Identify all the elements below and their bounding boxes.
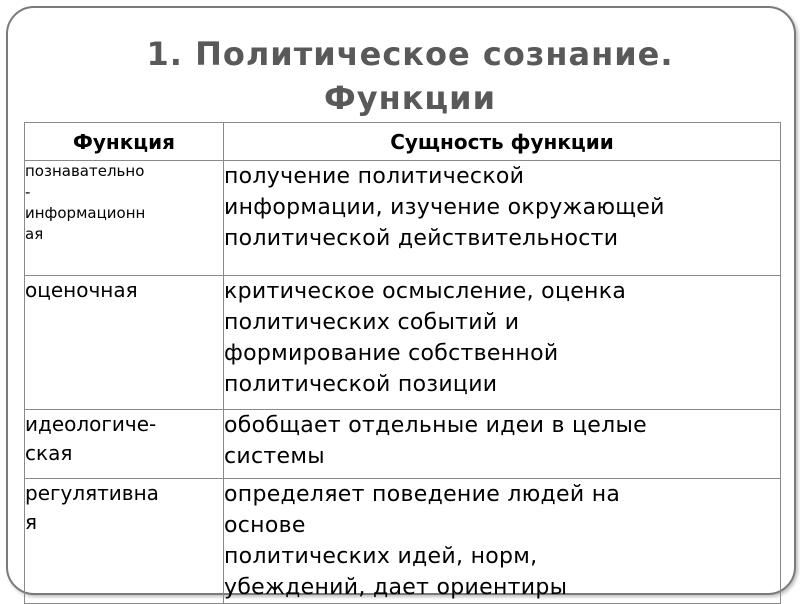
- function-name-line: я: [25, 510, 38, 534]
- function-description-cell: [224, 276, 781, 410]
- description-line: основе: [224, 513, 306, 538]
- description-line: политической позиции: [224, 372, 498, 397]
- function-name-cell: [25, 479, 224, 604]
- description-line: информации, изучение окружающей: [224, 195, 665, 220]
- description-line: обобщает отдельные идеи в целые: [224, 413, 648, 438]
- slide-title: [60, 32, 760, 120]
- table-row: [25, 276, 781, 410]
- description-line: убеждений, дает ориентиры: [224, 575, 568, 600]
- table-header-row: [25, 123, 781, 161]
- table-row: [25, 410, 781, 479]
- table-row: [25, 161, 781, 276]
- table-row: [25, 479, 781, 604]
- function-name-line: оценочная: [25, 278, 138, 302]
- function-description-cell: [224, 479, 781, 604]
- function-name-line: ская: [25, 441, 73, 465]
- function-name-cell: [25, 276, 224, 410]
- description-line: политических идей, норм,: [224, 544, 538, 569]
- description-line: формирование собственной: [224, 341, 559, 366]
- description-line: системы: [224, 444, 325, 469]
- function-name-line: идеологиче-: [25, 412, 157, 436]
- functions-table: [24, 122, 781, 604]
- header-essence: Сущность функции: [224, 123, 781, 161]
- header-function: Функция: [25, 123, 224, 161]
- function-name-line: -: [25, 183, 31, 201]
- function-name-line: информационн: [25, 204, 146, 222]
- description-line: политической действительности: [224, 226, 619, 251]
- title-line-1: 1. Политическое сознание.: [146, 35, 674, 73]
- function-description-cell: [224, 410, 781, 479]
- function-name-cell: [25, 161, 224, 276]
- description-line: определяет поведение людей на: [224, 482, 621, 507]
- function-name-cell: [25, 410, 224, 479]
- function-name-line: познавательно: [25, 162, 145, 180]
- description-line: получение политической: [224, 164, 525, 189]
- function-description-cell: [224, 161, 781, 276]
- function-name-line: ая: [25, 225, 44, 243]
- function-name-line: регулятивна: [25, 481, 159, 505]
- title-line-2: Функции: [324, 79, 496, 117]
- description-line: политических событий и: [224, 310, 520, 335]
- description-line: критическое осмысление, оценка: [224, 279, 627, 304]
